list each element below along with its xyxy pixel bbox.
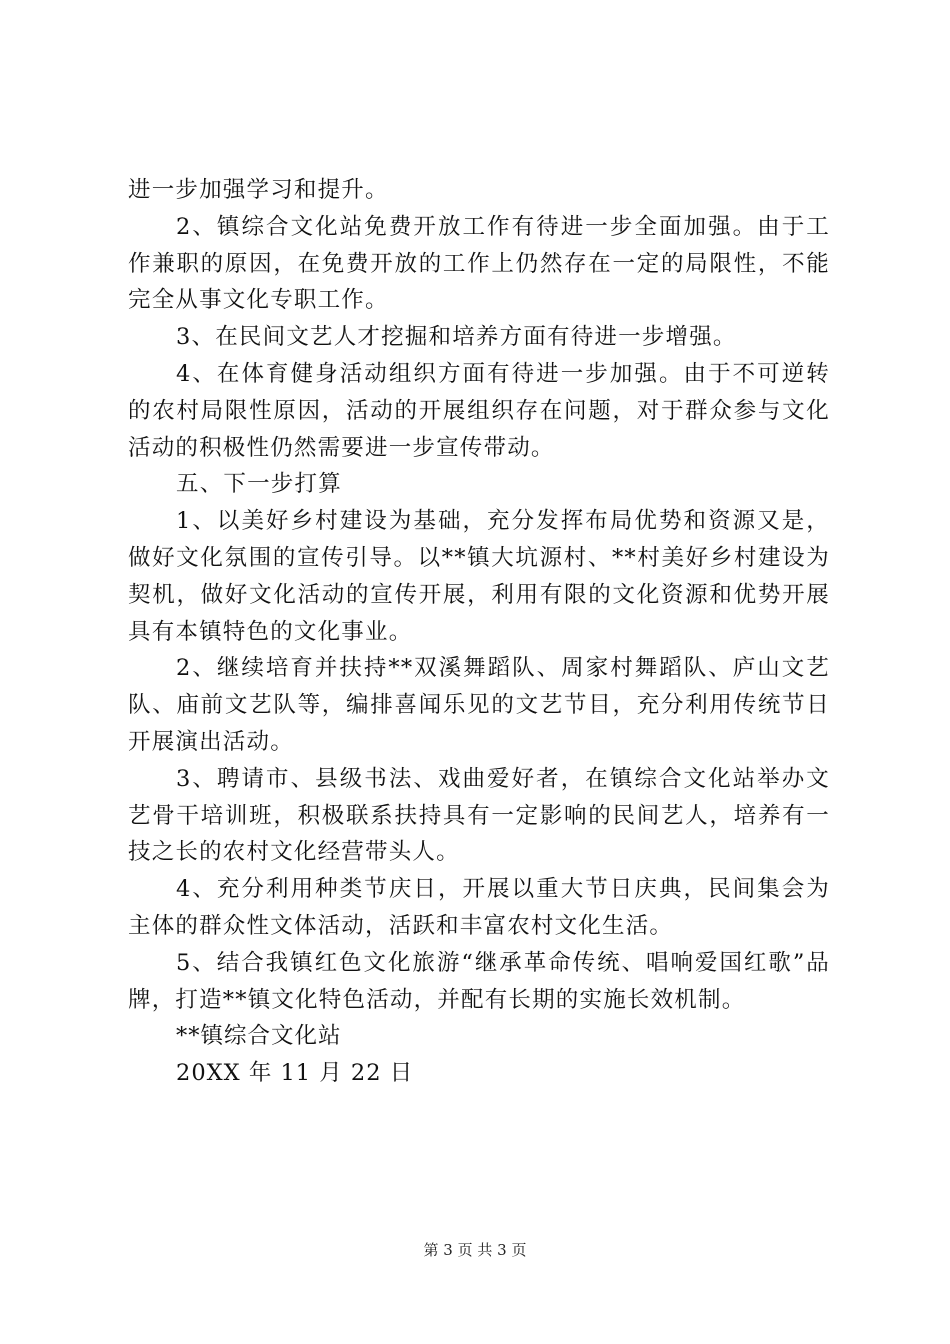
paragraph-plan-5: 5、结合我镇红色文化旅游“继承革命传统、唱响爱国红歌”品牌，打造**镇文化特色活动，并配有长期的实施长效机制。 (128, 949, 830, 1013)
document-body (128, 172, 830, 1092)
paragraph-issue-3: 3、在民间文艺人才挖掘和培养方面有待进一步增强。 (176, 324, 737, 351)
signature-date: 20XX 年 11 月 22 日 (176, 1060, 414, 1087)
paragraph-issue-2: 2、镇综合文化站免费开放工作有待进一步全面加强。由于工作兼职的原因，在免费开放的工作上仍然存在一定的局限性，不能完全从事文化专职工作。 (128, 213, 830, 314)
paragraph-plan-4: 4、充分利用种类节庆日，开展以重大节日庆典，民间集会为主体的群众性文体活动，活跃和丰富农村文化生活。 (128, 876, 830, 939)
paragraph-plan-2: 2、继续培育并扶持**双溪舞蹈队、周家村舞蹈队、庐山文艺队、庙前文艺队等，编排喜闻乐见的文艺节目，充分利用传统节日开展演出活动。 (128, 655, 830, 755)
paragraph-issue-4: 4、在体育健身活动组织方面有待进一步加强。由于不可逆转的农村局限性原因，活动的开展组织存在问题，对于群众参与文化活动的积极性仍然需要进一步宣传带动。 (128, 360, 830, 461)
page-number-footer: 第 3 页 共 3 页 (423, 1241, 527, 1259)
paragraph-plan-1: 1、以美好乡村建设为基础，充分发挥布局优势和资源又是，做好文化氛围的宣传引导。以**镇大坑源村、**村美好乡村建设为契机，做好文化活动的宣传开展，利用有限的文化资源和优势开展具有本镇特色的文化事业。 (128, 508, 830, 645)
signature-organization: **镇综合文化站 (176, 1023, 342, 1050)
paragraph-plan-3: 3、聘请市、县级书法、戏曲爱好者，在镇综合文化站举办文艺骨干培训班，积极联系扶持具有一定影响的民间艺人，培养有一技之长的农村文化经营带头人。 (128, 765, 830, 866)
section-heading-next-steps: 五、下一步打算 (176, 471, 342, 498)
paragraph-continuation: 进一步加强学习和提升。 (128, 177, 389, 203)
